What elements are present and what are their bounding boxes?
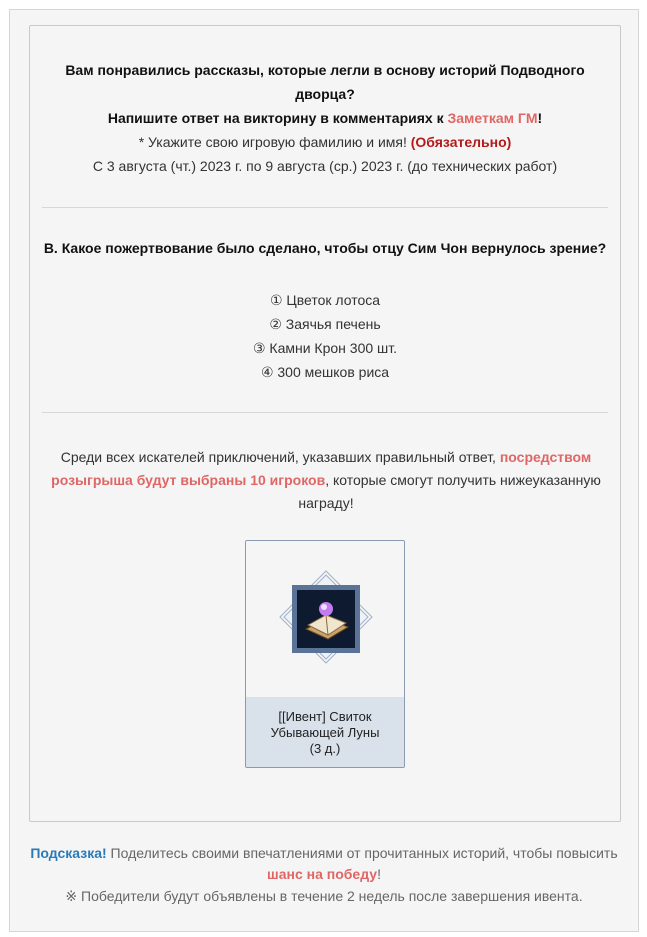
reward-duration: (3 д.)	[309, 741, 341, 756]
quiz-card	[29, 25, 621, 822]
footer-block	[10, 843, 638, 907]
option-item: ③ Камни Крон 300 шт.	[252, 340, 398, 356]
event-period: С 3 августа (чт.) 2023 г. по 9 августа (ср.) 2023 г. (до технических работ)	[92, 158, 558, 174]
quiz-question: В. Какое пожертвование было сделано, чтобы отцу Сим Чон вернулось зрение?	[43, 240, 607, 256]
gm-notes-link[interactable]: Заметкам ГМ	[447, 110, 538, 126]
hint-end: !	[377, 866, 381, 882]
intro-requirement	[30, 130, 620, 154]
draw-highlight: посредством розыгрыша будут выбраны 10 игроков	[51, 449, 592, 488]
hint-line2	[10, 864, 638, 885]
event-panel	[9, 9, 639, 932]
hint-label: Подсказка!	[30, 845, 107, 861]
reward-name-line2: Убывающей Луны	[270, 725, 380, 740]
required-label: (Обязательно)	[410, 134, 512, 150]
requirement-text: * Укажите свою игровую фамилию и имя!	[138, 134, 411, 150]
divider	[42, 412, 608, 413]
option-item: ① Цветок лотоса	[269, 292, 381, 308]
option-item: ④ 300 мешков риса	[260, 364, 390, 380]
instruction-end: !	[537, 110, 543, 126]
reward-name-line1: [[Ивент] Свиток	[278, 709, 372, 724]
draw-text-end: , которые смогут получить нижеуказанную награду!	[298, 472, 601, 511]
option-item: ② Заячья печень	[269, 316, 381, 332]
winners-note: ※ Победители будут объявлены в течение 2 недель после завершения ивента.	[65, 888, 583, 904]
intro-block	[30, 58, 620, 178]
draw-text: Среди всех искателей приключений, указавших правильный ответ,	[60, 449, 500, 465]
hint-highlight: шанс на победу	[267, 866, 378, 882]
reward-label	[246, 697, 404, 768]
instruction-text: Напишите ответ на викторину в комментариях к	[107, 110, 448, 126]
answer-options	[30, 288, 620, 384]
hint-line	[10, 843, 638, 864]
hint-text: Поделитесь своими впечатлениями от прочитанных историй, чтобы повысить	[106, 845, 618, 861]
divider	[42, 207, 608, 208]
draw-description	[44, 446, 608, 515]
intro-title-line2: дворца?	[295, 86, 355, 102]
reward-card	[245, 540, 405, 768]
intro-instruction	[30, 106, 620, 130]
reward-icon-area	[246, 541, 404, 697]
magic-book-icon	[246, 541, 405, 697]
intro-title-line1: Вам понравились рассказы, которые легли в основу историй Подводного	[65, 62, 585, 78]
